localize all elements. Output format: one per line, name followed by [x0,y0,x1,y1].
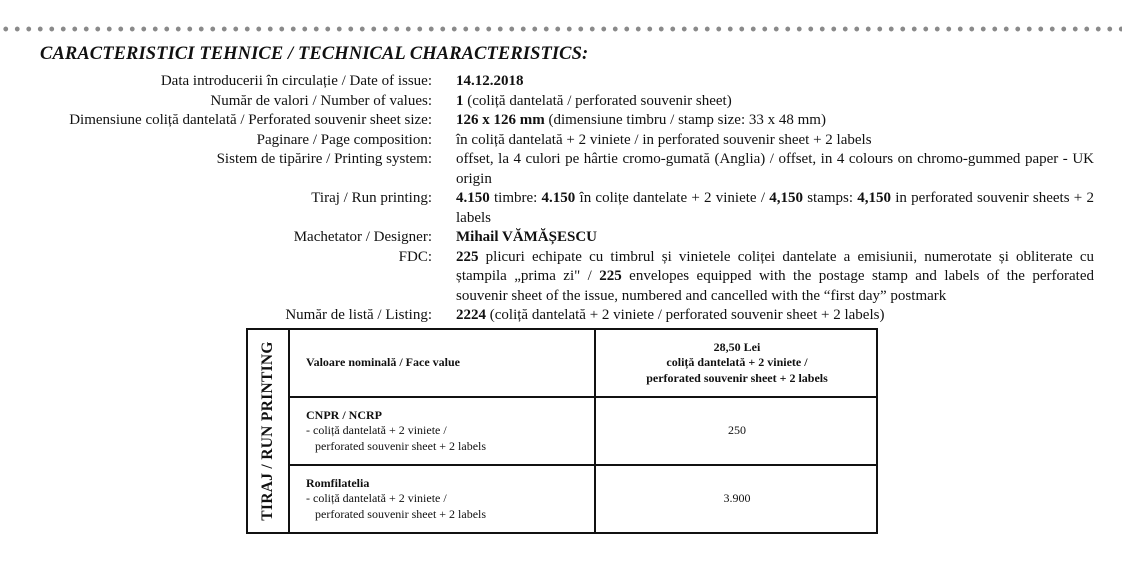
row-value: 3.900 [723,491,751,506]
spec-row-listing [0,306,1122,326]
spec-value [456,72,1094,92]
spec-row-fdc [0,248,1122,307]
spec-label: Tiraj / Run printing: [311,190,432,206]
bold-value: Mihail VĂMĂȘESCU [456,229,597,245]
run-printing-table [246,328,878,534]
row-desc-en: perforated souvenir sheet + 2 labels [315,438,487,453]
spec-label: Sistem de tipărire / Printing system: [216,151,432,167]
table-side-header [248,330,290,532]
face-value-amount: 28,50 Lei [713,339,761,354]
bold-value: 225 [456,248,479,265]
spec-value: 4.150 timbre: 4.150 în colițe dantelate + 2 viniete / 4,150 stamps: 4,150 in perforated souvenir sheets + 2 labels [456,190,1094,226]
bold-value: 4,150 [769,190,803,206]
table-row-label-romfilatelia [290,464,596,532]
bold-value: 225 [599,268,622,284]
spec-value: 225 plicuri echipate cu timbrul și vinietele coliței dantelate a emisiunii, numerotate și obliterate cu ștampila „prima zi" / 225 envelopes equipped with the postage stamp and labels of the perforated souvenir sheet of the issue, numbered and cancelled with the “first day” postmark [456,248,1094,304]
spec-value: în coliță dantelată + 2 viniete / in perforated souvenir sheet + 2 labels [456,131,872,148]
face-value-desc-en: perforated souvenir sheet + 2 labels [646,370,828,385]
row-name: CNPR / NCRP [306,407,382,422]
dotted-separator [0,26,1122,32]
bold-value: 4.150 [456,190,490,206]
table-row-value-romfilatelia [596,464,878,532]
specs-list [0,72,1122,326]
bold-value: 4.150 [541,190,576,206]
spec-row-values [0,92,1122,112]
table-row-value-cnpr [596,396,878,464]
spec-label: Paginare / Page composition: [256,131,432,148]
face-value-desc-ro: coliță dantelată + 2 viniete / [666,355,808,370]
row-desc-ro: - coliță dantelată + 2 viniete / [306,491,447,506]
spec-value [456,228,1094,248]
spec-label: Machetator / Designer: [293,229,432,245]
bold-value: 126 x 126 mm [456,112,545,128]
spec-row-date [0,72,1122,92]
spec-label: Data introducerii în circulație / Date of issue: [160,73,432,89]
bold-value: 14.12.2018 [456,73,524,89]
spec-row-page-composition [0,131,1122,151]
spec-value: offset, la 4 culori pe hârtie cromo-gumată (Anglia) / offset, in 4 colours on chromo-gummed paper - UK origin [456,151,1094,187]
table-row-label-cnpr [290,396,596,464]
face-value-cell [596,330,878,396]
spec-row-printing-system [0,150,1122,189]
section-heading: CARACTERISTICI TEHNICE / TECHNICAL CHARACTERISTICS: [40,44,589,64]
spec-value: 2224 (coliță dantelată + 2 viniete / perforated souvenir sheet + 2 labels) [456,307,885,323]
spec-label: FDC: [398,248,432,265]
spec-value: 1 (coliță dantelată / perforated souvenir sheet) [456,92,732,109]
side-header-label: TIRAJ / RUN PRINTING [259,341,276,521]
spec-label: Număr de valori / Number of values: [210,92,432,109]
face-value-label: Valoare nominală / Face value [306,355,460,370]
bold-value: 4,150 [857,190,892,206]
row-name: Romfilatelia [306,475,370,490]
row-value: 250 [728,423,746,438]
row-desc-ro: - coliță dantelată + 2 viniete / [306,423,447,438]
spec-row-run-printing [0,189,1122,228]
spec-row-size [0,111,1122,131]
row-desc-en: perforated souvenir sheet + 2 labels [315,506,487,521]
spec-row-designer [0,228,1122,248]
spec-label: Număr de listă / Listing: [285,307,432,323]
bold-value: 2224 [456,307,486,323]
spec-value: 126 x 126 mm (dimensiune timbru / stamp size: 33 x 48 mm) [456,112,826,128]
bold-value: 1 [456,92,464,109]
spec-label: Dimensiune coliță dantelată / Perforated souvenir sheet size: [69,112,432,128]
face-value-label-cell [290,330,596,396]
